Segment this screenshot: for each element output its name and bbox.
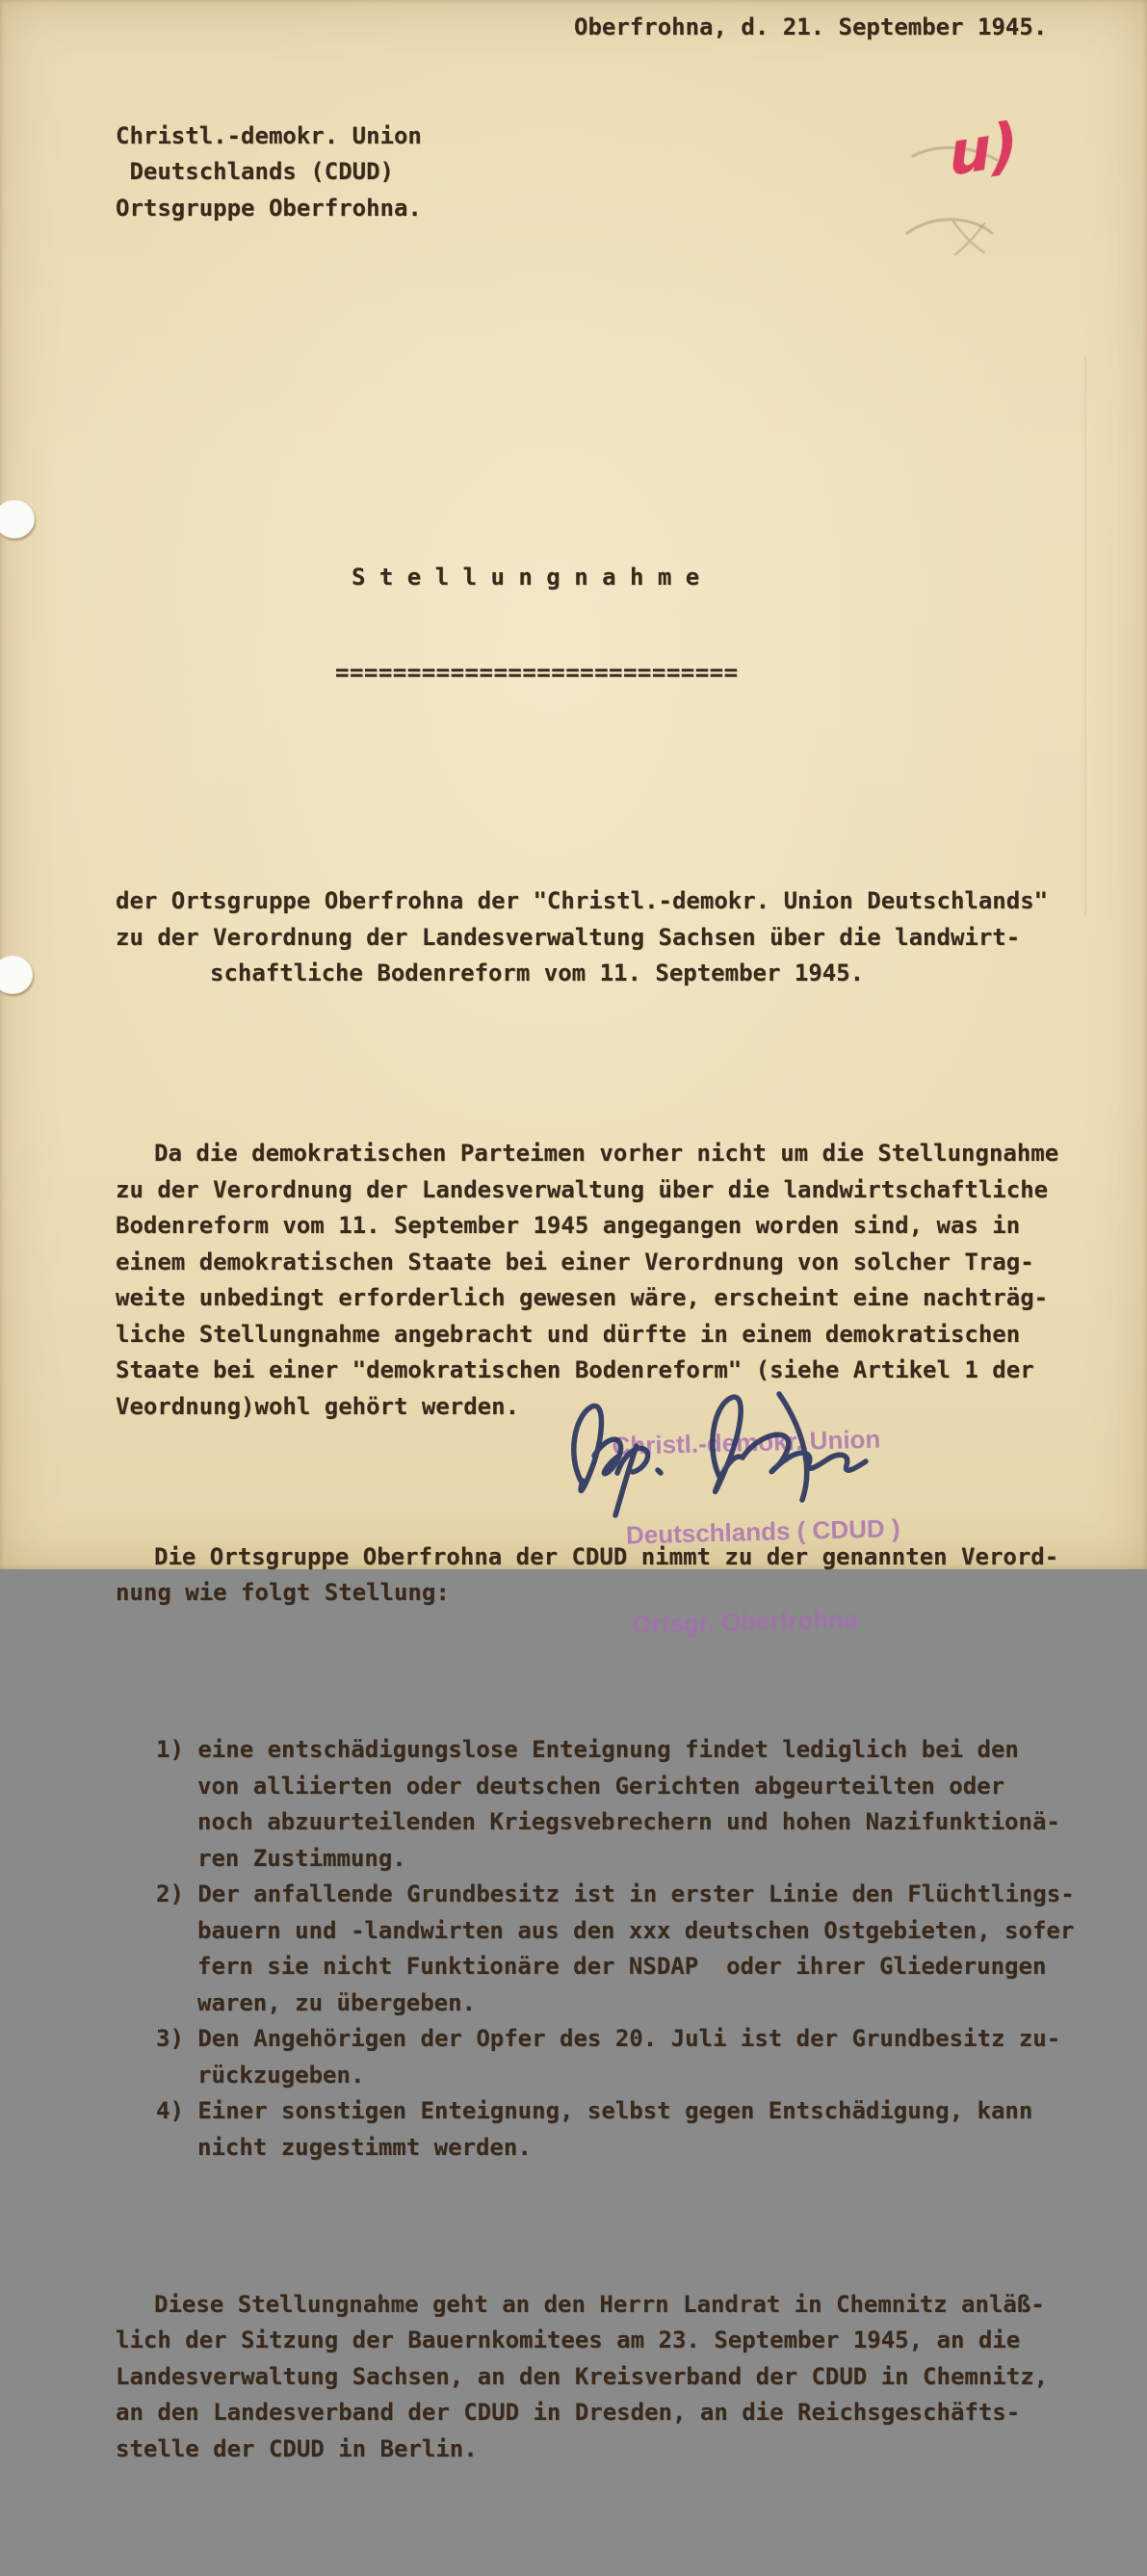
list-line: waren, zu übergeben. xyxy=(197,1988,476,2016)
list-line: fern sie nicht Funktionäre der NSDAP oder ihrer Gliederungen xyxy=(197,1953,1047,1980)
list-line: 1) eine entschädigungslose Enteignung findet lediglich bei den xyxy=(156,1736,1019,1763)
paragraph-line: weite unbedingt erforderlich gewesen wäre, erscheint eine nachträg- xyxy=(116,1284,1049,1311)
paragraph-line: Landesverwaltung Sachsen, an den Kreisverband der CDUD in Chemnitz, xyxy=(116,2362,1049,2390)
list-line: rückzugeben. xyxy=(197,2061,365,2089)
title-underline: ============================ xyxy=(335,659,739,686)
paragraph-line: Bodenreform vom 11. September 1945 angegangen worden sind, was in xyxy=(116,1212,1021,1239)
paragraph-line: Diese Stellungnahme geht an den Herrn Landrat in Chemnitz anläß- xyxy=(154,2290,1045,2318)
title-block xyxy=(116,487,1086,764)
page-title: S t e l l u n g n a h m e xyxy=(352,563,700,591)
list-line: 3) Den Angehörigen der Opfer des 20. Juli ist der Grundbesitz zu- xyxy=(156,2025,1061,2052)
list-line: nicht zugestimmt werden. xyxy=(197,2133,532,2161)
signature-text xyxy=(0,0,1,1)
list-line: von alliierten oder deutschen Gerichten abgeurteilten oder xyxy=(197,1772,1005,1800)
paragraph-line: Da die demokratischen Parteimen vorher nicht um die Stellungnahme xyxy=(154,1140,1059,1167)
subtitle-line: schaftliche Bodenreform vom 11. September 1945. xyxy=(210,959,865,986)
paragraph-line: lich der Sitzung der Bauernkomitees am 23. September 1945, an die xyxy=(116,2326,1021,2353)
paragraph-line: stelle der CDUD in Berlin. xyxy=(116,2434,478,2462)
paragraph-line: Staate bei einer "demokratischen Bodenreform" (siehe Artikel 1 der xyxy=(116,1356,1034,1383)
list-line: noch abzuurteilenden Kriegsvebrechern und hohen Nazifunktionä- xyxy=(197,1808,1060,1835)
paragraph-line: einem demokratischen Staate bei einer Verordnung von solcher Trag- xyxy=(116,1248,1034,1275)
paragraph-line: Die Ortsgruppe Oberfrohna der CDUD nimmt zu der genannten Verord- xyxy=(154,1542,1059,1570)
paragraph-line: zu der Verordnung der Landesverwaltung über die landwirtschaftliche xyxy=(116,1175,1049,1203)
paragraph-line: nung wie folgt Stellung: xyxy=(116,1579,450,1606)
paragraph-line: an den Landesverband der CDUD in Dresden, an die Reichsgeschäfts- xyxy=(116,2399,1021,2426)
list-line: 4) Einer sonstigen Enteignung, selbst gegen Entschädigung, kann xyxy=(156,2097,1033,2124)
paragraph-line: Veordnung)wohl gehört werden. xyxy=(116,1392,520,1420)
sender-line: Christl.-demokr. Union xyxy=(116,121,422,149)
subtitle-line: der Ortsgruppe Oberfrohna der "Christl.-demokr. Union Deutschlands" xyxy=(116,887,1049,914)
sender-line: Ortsgruppe Oberfrohna. xyxy=(116,194,422,222)
sender-block xyxy=(116,118,1086,227)
red-annotation: u) xyxy=(947,108,1020,190)
punch-hole-bottom xyxy=(0,956,33,994)
closing-paragraph xyxy=(116,2287,1086,2468)
punch-hole-top xyxy=(0,500,35,539)
list-line: ren Zustimmung. xyxy=(197,1844,406,1872)
stamp-line: Christl.-demokr. Union xyxy=(612,1424,881,1460)
dateline: Oberfrohna, d. 21. September 1945. xyxy=(574,13,1048,40)
document-body xyxy=(116,10,1086,2576)
signature-scrawl xyxy=(554,1373,939,1537)
numbered-list xyxy=(116,1732,1086,2166)
sender-line: Deutschlands (CDUD) xyxy=(116,158,394,185)
subtitle-line: zu der Verordnung der Landesverwaltung Sachsen über die landwirt- xyxy=(116,923,1021,951)
stamp-line: Ortsgr. Oberfrohna xyxy=(632,1604,858,1640)
paragraph-line: liche Stellungnahme angebracht und dürfte in einem demokratischen xyxy=(116,1320,1021,1348)
subtitle-block xyxy=(116,883,1086,992)
list-line: 2) Der anfallende Grundbesitz ist in erster Linie den Flüchtlings- xyxy=(156,1880,1075,1907)
list-line: bauern und -landwirten aus den xxx deutschen Ostgebieten, sofer xyxy=(197,1916,1075,1944)
paragraph-2 xyxy=(116,1539,1086,1612)
stamp-line: Deutschlands ( CDUD ) xyxy=(625,1513,900,1550)
